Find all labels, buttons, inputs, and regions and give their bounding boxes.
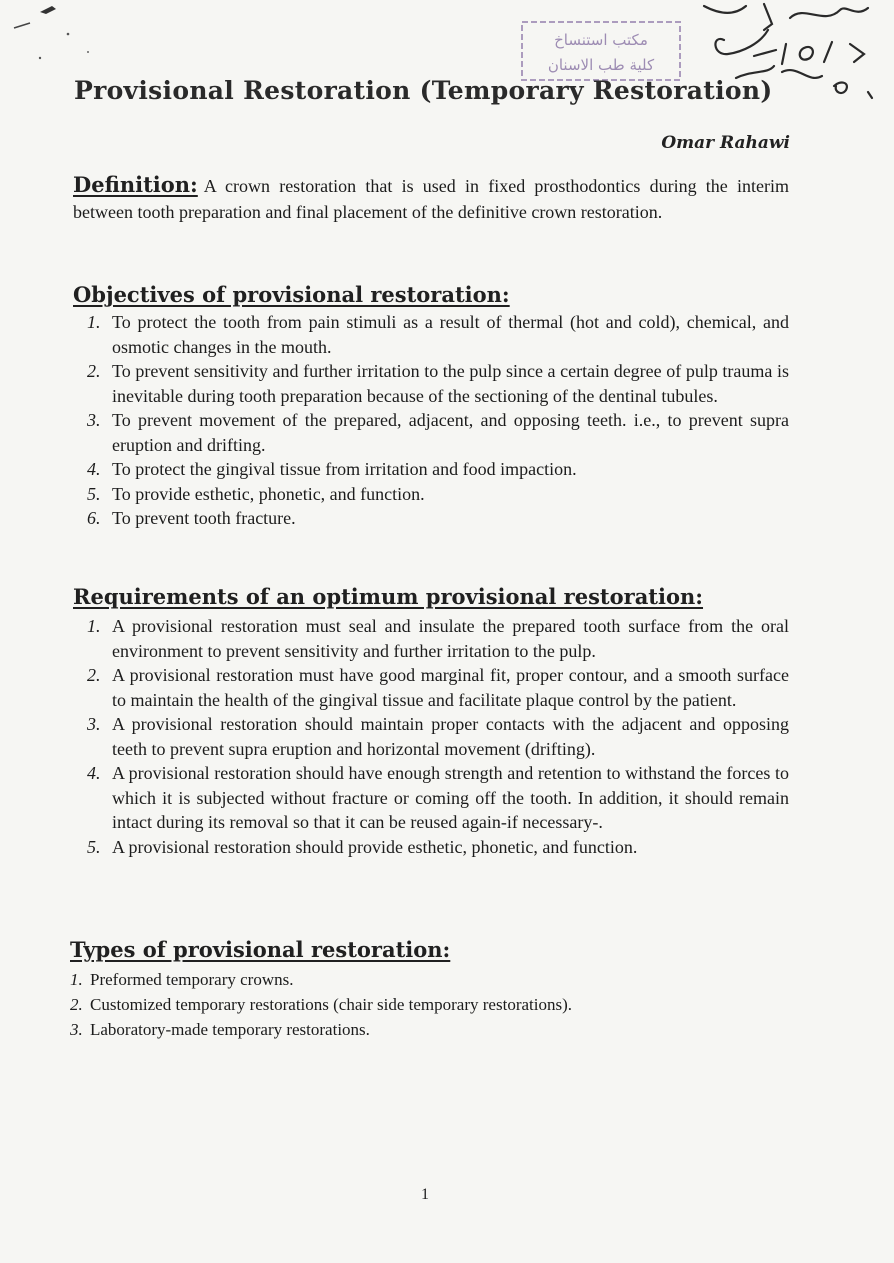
item-text: A provisional restoration should maintain proper contacts with the adjacent and opposing teeth to prevent supra eruption and horizontal movement (drifting). [112, 714, 789, 759]
item-text: A provisional restoration must seal and insulate the prepared tooth surface from the oral environment to prevent sensitivity and further irritation to the pulp. [112, 616, 789, 661]
item-text: To prevent tooth fracture. [112, 508, 296, 528]
types-heading: Types of provisional restoration: [70, 937, 451, 962]
item-number: 4. [87, 763, 101, 783]
item-text: A provisional restoration must have good marginal fit, proper contour, and a smooth surface to maintain the health of the gingival tissue and facilitate plaque control by the patient. [112, 665, 789, 710]
item-number: 5. [87, 483, 101, 504]
page-number: 1 [421, 1186, 429, 1203]
list-item [73, 712, 789, 761]
list-item [73, 310, 789, 359]
item-number: 2. [87, 665, 101, 685]
item-text: To prevent movement of the prepared, adjacent, and opposing teeth. i.e., to prevent supra eruption and drifting. [112, 410, 789, 455]
list-item [73, 359, 789, 408]
item-number: 2. [87, 361, 101, 381]
item-text: Laboratory-made temporary restorations. [90, 1020, 370, 1039]
item-number: 4. [87, 459, 101, 479]
list-item [73, 457, 789, 482]
item-text: To provide esthetic, phonetic, and function. [112, 483, 425, 504]
item-number: 1. [87, 616, 101, 636]
list-item [73, 663, 789, 712]
list-item [70, 992, 770, 1017]
item-text: Customized temporary restorations (chair side temporary restorations). [90, 995, 572, 1014]
item-number: 6. [87, 508, 101, 528]
definition-text: A crown restoration that is used in fixed prosthodontics during the interim between tooth preparation and final placement of the definitive crown restoration. [73, 176, 789, 222]
item-number: 1. [87, 312, 101, 332]
item-text: A provisional restoration should have enough strength and retention to withstand the forces to which it is subjected without fracture or coming off the tooth. In addition, it should remain intact during its removal so that it can be reused again-if necessary-. [112, 763, 789, 832]
list-item [73, 614, 789, 663]
svg-text:مكتب استنساخ: مكتب استنساخ [554, 31, 648, 49]
item-number: 3. [87, 410, 101, 430]
item-text: Preformed temporary crowns. [90, 970, 294, 989]
author-name: Omar Rahawi [661, 133, 790, 153]
requirements-list [73, 614, 789, 859]
list-item [70, 967, 770, 992]
item-text: A provisional restoration should provide esthetic, phonetic, and function. [112, 836, 638, 857]
item-number: 3. [87, 714, 101, 734]
list-item [73, 408, 789, 457]
requirements-heading: Requirements of an optimum provisional restoration: [73, 584, 704, 609]
definition-paragraph [73, 173, 789, 225]
list-item [73, 506, 789, 531]
item-number: 2. [70, 995, 83, 1014]
item-number: 5. [87, 836, 101, 857]
types-list [70, 967, 770, 1042]
item-text: To protect the gingival tissue from irritation and food impaction. [112, 459, 577, 479]
list-item [73, 761, 789, 835]
objectives-list [73, 310, 789, 531]
item-number: 3. [70, 1020, 83, 1039]
item-text: To protect the tooth from pain stimuli as a result of thermal (hot and cold), chemical, and osmotic changes in the mouth. [112, 312, 789, 357]
svg-text:كلية طب الاسنان: كلية طب الاسنان [547, 56, 655, 74]
item-text: To prevent sensitivity and further irritation to the pulp since a certain degree of pulp trauma is inevitable during tooth preparation because of the sectioning of the dentinal tubules. [112, 361, 789, 406]
list-item [70, 1017, 770, 1042]
objectives-heading: Objectives of provisional restoration: [73, 282, 510, 307]
definition-heading: Definition: [73, 172, 198, 197]
list-item [73, 482, 789, 507]
item-number: 1. [70, 970, 83, 989]
list-item [73, 835, 789, 860]
document-title: Provisional Restoration (Temporary Restoration) [74, 76, 773, 105]
